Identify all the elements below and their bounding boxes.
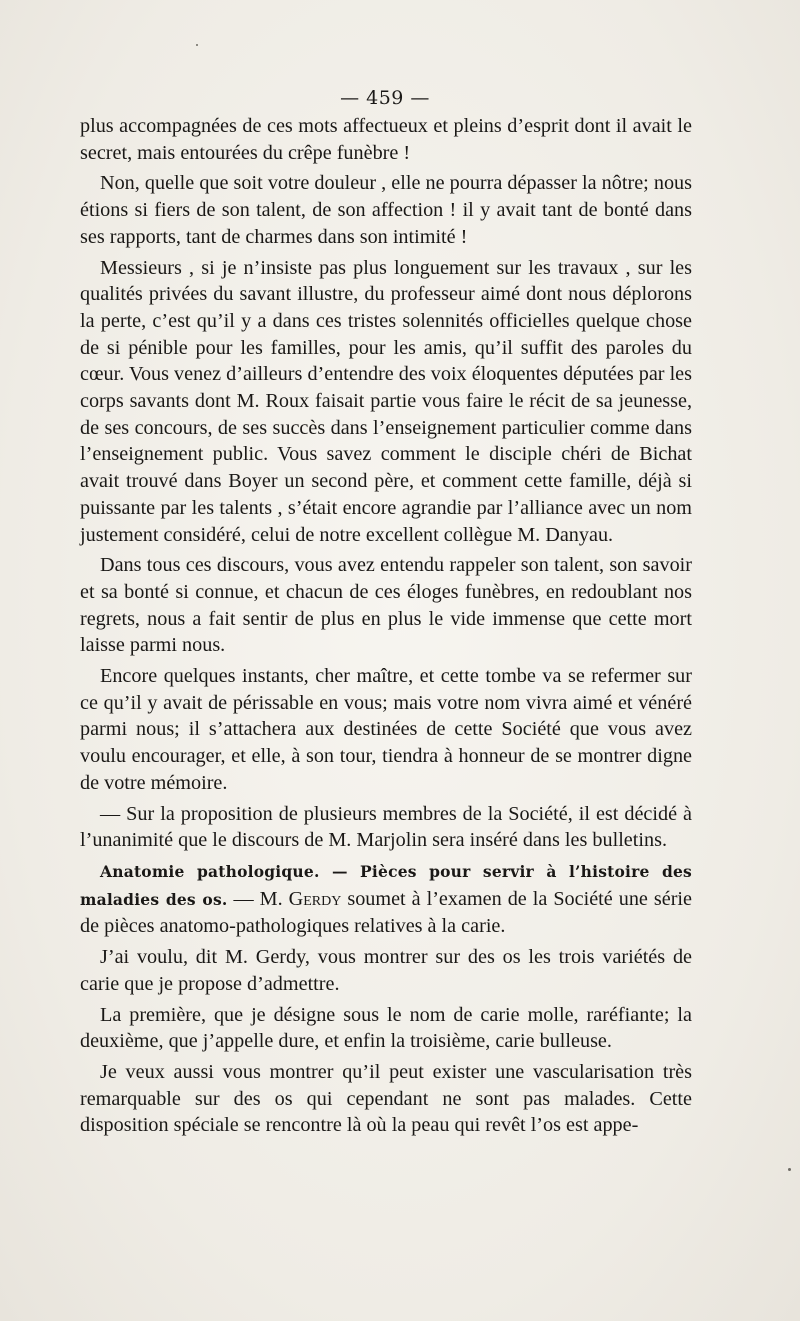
paragraph-8: J’ai voulu, dit M. Gerdy, vous montrer sur des os les trois variétés de carie que je propose d’admettre. — [80, 946, 692, 995]
paragraph-5: Encore quelques instants, cher maître, et cette tombe va se refermer sur ce qu’il y avait de périssable en vous; mais votre nom vivra aimé et vénéré parmi nous; il s’attachera aux destinées de cette Société que vous avez voulu encourager, et elle, à son tour, tiendra à honneur de se montrer digne de votre mémoire. — [80, 665, 692, 794]
author-name: Gerdy — [288, 887, 342, 910]
page-number: — 459 — — [340, 87, 430, 109]
paper-speck — [788, 1168, 791, 1171]
paragraph-1: plus accompagnées de ces mots affectueux et pleins d’esprit dont il avait le secret, mais entourées du crêpe funèbre ! — [80, 115, 692, 164]
paper-speck — [196, 44, 198, 46]
paragraph-4: Dans tous ces discours, vous avez entendu rappeler son talent, son savoir et sa bonté si connue, et chacun de ces éloges funèbres, en redoublant nos regrets, nous a fait sentir de plus en plus le vide immense que cette mort laisse parmi nous. — [80, 554, 692, 657]
paragraph-7 — [80, 858, 692, 940]
paragraph-7-rest: soumet à l’examen de la Société une série de pièces anatomo-pathologiques relatives à la carie. — [80, 887, 692, 938]
paragraph-7-lead: — M. — [227, 887, 289, 910]
paragraph-3: Messieurs , si je n’insiste pas plus longuement sur les travaux , sur les qualités privées du savant illustre, du professeur aimé dont nous déplorons la perte, c’est qu’il y a dans ces tristes solennités officielles quelque chose de si pénible pour les familles, pour les amis, qu’il suffit des paroles du cœur. Vous venez d’ailleurs d’entendre des voix éloquentes députées par les corps savants dont M. Roux faisait partie vous faire le récit de sa jeunesse, de ses concours, de ses succès dans l’enseignement particulier comme dans l’enseignement public. Vous savez comment le disciple chéri de Bichat avait trouvé dans Boyer un second père, et comment cette famille, déjà si puissante par les talents , s’était encore agrandie par l’alliance avec un nom justement considéré, celui de notre excellent collègue M. Danyau. — [80, 256, 692, 546]
paragraph-9: La première, que je désigne sous le nom de carie molle, raréfiante; la deuxième, que j’appelle dure, et enfin la troisième, carie bulleuse. — [80, 1003, 692, 1053]
paragraph-10: Je veux aussi vous montrer qu’il peut exister une vascularisation très remarquable sur des os qui cependant ne sont pas malades. Cette disposition spéciale se rencontre là où la peau qui revêt l’os est appe- — [80, 1060, 692, 1137]
body-text — [80, 113, 692, 1143]
paragraph-6: — Sur la proposition de plusieurs membres de la Société, il est décidé à l’unanimité que le discours de M. Marjolin sera inséré dans les bulletins. — [80, 802, 692, 852]
section-heading: Anatomie pathologique. — Pièces pour servir à l’histoire des maladies des os. — [80, 861, 692, 909]
paragraph-2: Non, quelle que soit votre douleur , elle ne pourra dépasser la nôtre; nous étions si fiers de son talent, de son affection ! il y avait tant de bonté dans ses rapports, tant de charmes dans son intimité ! — [80, 172, 692, 248]
